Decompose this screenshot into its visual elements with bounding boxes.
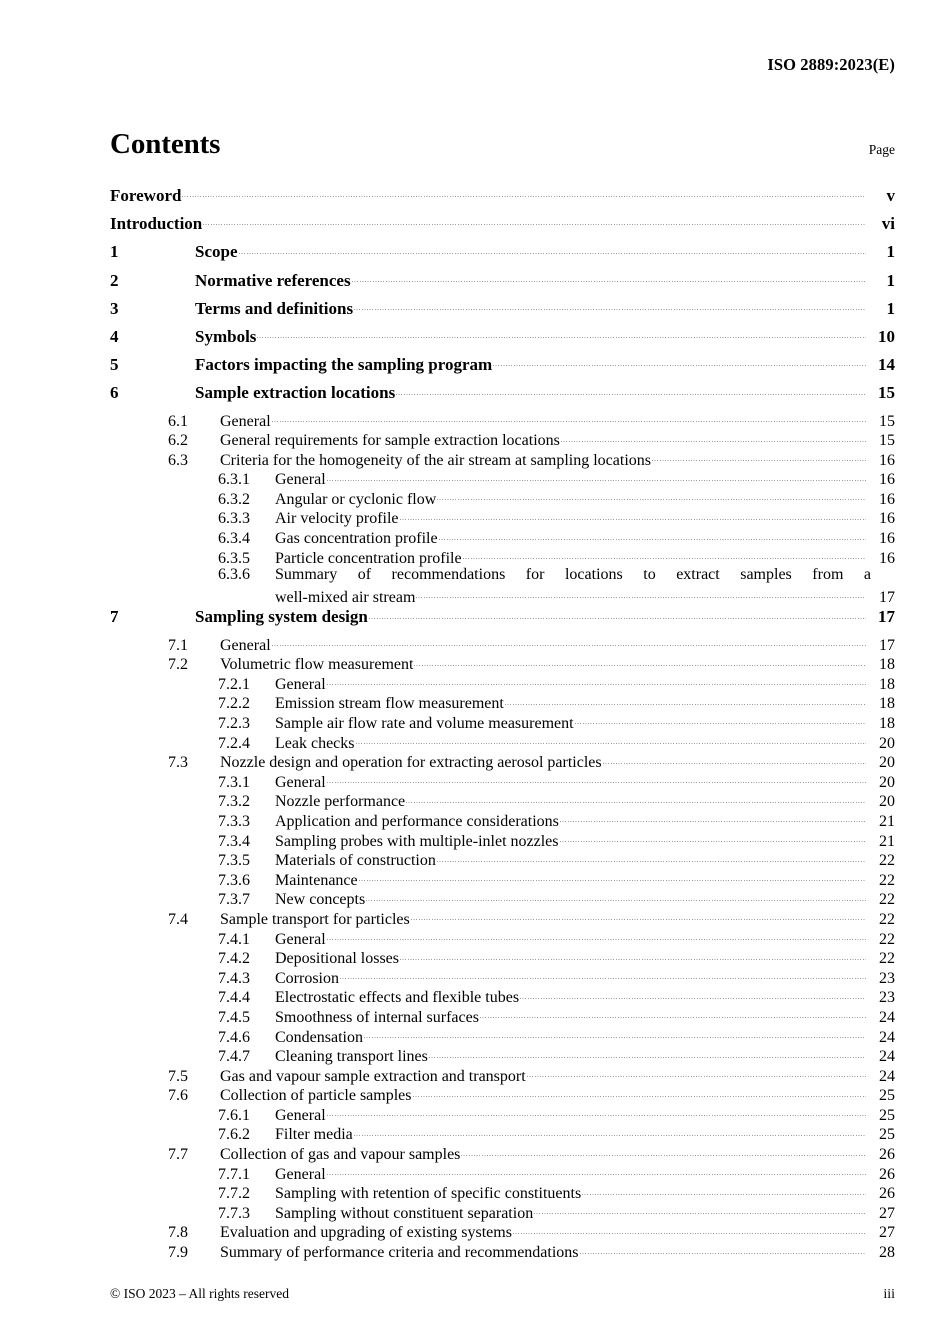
toc-entry-page-number: 17: [878, 607, 895, 627]
toc-entry-title: Collection of particle samples: [220, 1087, 412, 1105]
toc-entry-title: General: [275, 471, 326, 489]
toc-entry[interactable]: [110, 1163, 895, 1183]
toc-entry[interactable]: [110, 566, 895, 605]
toc-entry[interactable]: [110, 547, 895, 567]
toc-entry-number: 6.3.6: [218, 566, 250, 584]
toc-entry-page-number: 24: [879, 1008, 895, 1026]
dot-leader: [463, 547, 866, 563]
toc-entry-number: 6.2: [168, 432, 188, 450]
toc-entry-page-number: 17: [879, 636, 895, 654]
toc-entry-page-number: 15: [879, 432, 895, 450]
dot-leader: [396, 381, 866, 398]
toc-entry[interactable]: [110, 381, 895, 409]
dot-leader: [327, 673, 866, 689]
toc-entry[interactable]: [110, 967, 895, 987]
toc-entry-page-number: 14: [878, 355, 895, 375]
toc-entry[interactable]: [110, 269, 895, 297]
dot-leader: [400, 507, 866, 523]
toc-entry-title: Nozzle performance: [275, 793, 406, 811]
toc-entry-number: 7.5: [168, 1067, 188, 1085]
dot-leader: [257, 325, 866, 342]
toc-entry[interactable]: [110, 732, 895, 752]
toc-entry[interactable]: [110, 751, 895, 771]
toc-entry[interactable]: [110, 771, 895, 791]
toc-entry-number: 7.3.6: [218, 871, 250, 889]
dot-leader: [272, 634, 866, 650]
toc-entry-title: Emission stream flow measurement: [275, 695, 504, 713]
toc-entry-title: General: [275, 773, 326, 791]
toc-entry-title: Terms and definitions: [195, 298, 354, 318]
toc-entry-number: 6.3.1: [218, 471, 250, 489]
dot-leader: [561, 429, 866, 445]
toc-entry-page-number: 1: [886, 270, 895, 290]
dot-leader: [354, 297, 866, 314]
toc-entry-title: Gas concentration profile: [275, 530, 438, 548]
toc-entry[interactable]: [110, 830, 895, 850]
toc-entry[interactable]: [110, 810, 895, 830]
toc-entry-page-number: 25: [879, 1087, 895, 1105]
dot-leader: [534, 1202, 866, 1218]
toc-entry-title: Filter media: [275, 1126, 353, 1144]
dot-leader: [354, 1123, 866, 1139]
toc-entry-title: Normative references: [195, 270, 351, 290]
toc-entry[interactable]: [110, 1026, 895, 1046]
toc-entry-page-number: 18: [879, 715, 895, 732]
toc-entry-title: Evaluation and upgrading of existing systems: [220, 1224, 512, 1242]
toc-entry[interactable]: [110, 527, 895, 547]
toc-entry-title: General: [220, 636, 271, 654]
toc-entry[interactable]: [110, 468, 895, 488]
dot-leader: [560, 830, 866, 846]
toc-entry-number: 7.3.5: [218, 852, 250, 870]
toc-entry-title: General: [220, 412, 271, 430]
toc-entry-title: General: [275, 1106, 326, 1124]
toc-entry[interactable]: [110, 449, 895, 469]
toc-entry[interactable]: [110, 928, 895, 948]
dot-leader: [437, 849, 866, 865]
toc-entry-page-number: 27: [879, 1224, 895, 1242]
toc-entry-page-number: 22: [879, 910, 895, 928]
dot-leader: [272, 410, 866, 426]
toc-entry-number: 7.6: [168, 1087, 188, 1105]
toc-entry[interactable]: [110, 240, 895, 268]
toc-entry-page-number: 20: [879, 734, 895, 752]
toc-entry[interactable]: [110, 212, 895, 240]
dot-leader: [414, 653, 866, 669]
toc-entry-page-number: 25: [879, 1106, 895, 1124]
dot-leader: [582, 1182, 866, 1198]
toc-entry-page-number: 22: [879, 950, 895, 968]
dot-leader: [439, 527, 866, 543]
table-of-contents: [110, 184, 895, 1261]
toc-entry[interactable]: [110, 184, 895, 212]
toc-entry-number: 5: [110, 355, 119, 375]
toc-entry-title: New concepts: [275, 891, 366, 909]
dot-leader: [527, 1065, 866, 1081]
dot-leader: [505, 692, 866, 708]
dot-leader: [437, 488, 866, 504]
toc-entry-number: 7.4.6: [218, 1028, 250, 1046]
contents-header-row: [110, 130, 895, 159]
toc-entry-title: Particle concentration profile: [275, 549, 462, 567]
toc-entry-page-number: 21: [879, 812, 895, 830]
toc-entry[interactable]: [110, 908, 895, 928]
toc-entry-page-number: 20: [879, 754, 895, 772]
toc-entry-title: Air velocity profile: [275, 510, 399, 528]
toc-entry[interactable]: [110, 1202, 895, 1222]
toc-entry-title: Sampling system design: [195, 607, 368, 627]
dot-leader: [327, 928, 866, 944]
toc-entry[interactable]: [110, 1182, 895, 1202]
toc-entry-number: 7.3.2: [218, 793, 250, 811]
toc-entry[interactable]: [110, 712, 895, 732]
toc-entry[interactable]: [110, 634, 895, 654]
dot-leader: [480, 1006, 866, 1022]
toc-entry-number: 7.8: [168, 1224, 188, 1242]
toc-entry-title: Gas and vapour sample extraction and transport: [220, 1067, 526, 1085]
toc-entry-title: Maintenance: [275, 871, 358, 889]
toc-entry-number: 7.2.4: [218, 734, 250, 752]
toc-entry-number: 7.7.2: [218, 1185, 250, 1203]
toc-entry-title: Sampling without constituent separation: [275, 1204, 534, 1222]
dot-leader: [603, 751, 866, 767]
dot-leader: [429, 1045, 866, 1061]
toc-entry-page-number: 26: [879, 1185, 895, 1203]
toc-entry-title: Collection of gas and vapour samples: [220, 1146, 461, 1164]
dot-leader: [327, 468, 866, 484]
toc-entry[interactable]: [110, 429, 895, 449]
dot-leader: [327, 1104, 866, 1120]
toc-entry[interactable]: [110, 1241, 895, 1261]
toc-entry[interactable]: [110, 692, 895, 712]
toc-entry-number: 7.3.7: [218, 891, 250, 909]
toc-entry-title-continuation: well-mixed air stream: [275, 588, 416, 606]
dot-leader: [327, 771, 866, 787]
toc-entry-page-number: 21: [879, 832, 895, 850]
toc-entry-number: 7.4.2: [218, 950, 250, 968]
toc-entry[interactable]: [110, 507, 895, 527]
toc-entry-page-number: 22: [879, 930, 895, 948]
toc-entry[interactable]: [110, 605, 895, 633]
dot-leader: [416, 586, 866, 602]
page-footer: [110, 1286, 895, 1303]
page-column-label: Page: [868, 141, 895, 157]
toc-entry[interactable]: [110, 297, 895, 325]
toc-entry-page-number: 17: [879, 588, 895, 606]
toc-entry-number: 6.3.5: [218, 549, 250, 567]
toc-entry[interactable]: [110, 653, 895, 673]
toc-entry-number: 7.1: [168, 636, 188, 654]
toc-entry[interactable]: [110, 869, 895, 889]
toc-entry-title: Leak checks: [275, 734, 355, 752]
toc-entry-number: 7.6.1: [218, 1106, 250, 1124]
toc-entry-page-number: 26: [879, 1165, 895, 1183]
toc-entry-title: Scope: [195, 242, 238, 262]
dot-leader: [356, 732, 866, 748]
dot-leader: [369, 605, 866, 622]
toc-entry-page-number: 1: [886, 298, 895, 318]
toc-entry-number: 6.3.2: [218, 490, 250, 508]
toc-entry-number: 7: [110, 607, 119, 627]
toc-entry-title: Sample air flow rate and volume measurement: [275, 715, 574, 732]
toc-entry-page-number: 18: [879, 656, 895, 674]
toc-entry[interactable]: [110, 488, 895, 508]
toc-entry[interactable]: [110, 888, 895, 908]
toc-entry-page-number: 16: [879, 451, 895, 469]
dot-leader: [366, 888, 866, 904]
toc-entry-number: 6.3.4: [218, 530, 250, 548]
toc-entry[interactable]: [110, 1065, 895, 1085]
toc-entry-number: 7.4.3: [218, 969, 250, 987]
dot-leader: [239, 240, 867, 257]
toc-entry-number-continuation: [218, 589, 275, 607]
toc-entry-number: 7.4: [168, 910, 188, 928]
toc-entry[interactable]: [110, 849, 895, 869]
toc-entry-number: 7.7.3: [218, 1204, 250, 1222]
toc-entry-page-number: 18: [879, 695, 895, 713]
toc-entry[interactable]: [110, 1104, 895, 1124]
dot-leader: [513, 1221, 866, 1237]
toc-entry-page-number: 16: [879, 530, 895, 548]
toc-entry-number: 7.9: [168, 1244, 188, 1262]
dot-leader: [359, 869, 866, 885]
toc-entry-number: 6.1: [168, 412, 188, 430]
toc-entry-number: 3: [110, 298, 119, 318]
toc-entry-page-number: 22: [879, 871, 895, 889]
dot-leader: [520, 986, 866, 1002]
toc-entry-title: Corrosion: [275, 969, 339, 987]
toc-entry[interactable]: [110, 986, 895, 1006]
dot-leader: [327, 1163, 866, 1179]
toc-entry-number: 7.2: [168, 656, 188, 674]
dot-leader: [413, 1084, 867, 1100]
toc-entry-page-number: 22: [879, 891, 895, 909]
page-folio: iii: [883, 1287, 895, 1302]
dot-leader: [560, 810, 866, 826]
toc-entry-title: Introduction: [110, 214, 203, 234]
toc-entry-number: 7.4.1: [218, 930, 250, 948]
toc-entry-title: Factors impacting the sampling program: [195, 355, 493, 375]
toc-entry-page-number: 24: [879, 1048, 895, 1066]
dot-leader: [580, 1241, 866, 1257]
toc-entry-page-number: 16: [879, 549, 895, 567]
toc-entry-title: Depositional losses: [275, 950, 399, 968]
toc-entry-number: 7.7.1: [218, 1165, 250, 1183]
dot-leader: [575, 712, 866, 728]
toc-entry[interactable]: [110, 1143, 895, 1163]
dot-leader: [340, 967, 866, 983]
dot-leader: [364, 1026, 866, 1042]
toc-entry-title: Electrostatic effects and flexible tubes: [275, 989, 520, 1007]
toc-entry-number: 7.3.3: [218, 812, 250, 830]
toc-entry-page-number: 16: [879, 490, 895, 508]
toc-entry-title: Angular or cyclonic flow: [275, 490, 437, 508]
toc-entry[interactable]: [110, 325, 895, 353]
toc-entry-title: Cleaning transport lines: [275, 1048, 428, 1066]
toc-entry-number: 7.3.4: [218, 832, 250, 850]
toc-entry-title: Criteria for the homogeneity of the air stream at sampling locations: [220, 451, 651, 469]
page-title: Contents: [110, 128, 221, 160]
toc-entry-number: 6: [110, 383, 119, 403]
toc-entry-page-number: 23: [879, 989, 895, 1007]
toc-entry-page-number: 15: [878, 383, 895, 403]
toc-entry-page-number: 16: [879, 471, 895, 489]
toc-entry-number: 6.3: [168, 451, 188, 469]
toc-entry-page-number: 10: [878, 326, 895, 346]
toc-entry-title: Application and performance considerations: [275, 812, 559, 830]
dot-leader: [461, 1143, 866, 1159]
toc-entry[interactable]: [110, 1006, 895, 1026]
toc-entry-title: Summary of recommendations for locations to extract samples from a: [275, 566, 871, 584]
toc-entry-page-number: 25: [879, 1126, 895, 1144]
toc-entry-page-number: 27: [879, 1204, 895, 1222]
toc-entry[interactable]: [110, 1045, 895, 1065]
toc-entry-page-number: 28: [879, 1244, 895, 1262]
toc-entry-number: 7.4.7: [218, 1048, 250, 1066]
dot-leader: [411, 908, 866, 924]
toc-entry-page-number: 16: [879, 510, 895, 528]
toc-entry-page-number: 26: [879, 1146, 895, 1164]
toc-entry-title: Smoothness of internal surfaces: [275, 1008, 479, 1026]
toc-entry-title: Volumetric flow measurement: [220, 656, 414, 674]
toc-entry-number: 7.4.5: [218, 1008, 250, 1026]
toc-entry-number: 7.2.2: [218, 695, 250, 713]
toc-entry-number: 1: [110, 242, 119, 262]
toc-entry-page-number: 18: [879, 675, 895, 693]
toc-entry-title: General requirements for sample extraction locations: [220, 432, 560, 450]
toc-entry-number: 2: [110, 270, 119, 290]
toc-entry-title: General: [275, 930, 326, 948]
toc-entry-title: Summary of performance criteria and recommendations: [220, 1244, 579, 1262]
dot-leader: [400, 947, 866, 963]
toc-entry-title: Sampling with retention of specific constituents: [275, 1185, 582, 1203]
toc-entry-number: 4: [110, 326, 119, 346]
toc-entry-number: 7.3.1: [218, 773, 250, 791]
toc-entry[interactable]: [110, 673, 895, 693]
copyright-notice: © ISO 2023 – All rights reserved: [110, 1286, 289, 1301]
dot-leader: [182, 184, 866, 201]
toc-entry[interactable]: [110, 410, 895, 430]
toc-entry-page-number: vi: [881, 214, 895, 234]
toc-entry[interactable]: [110, 790, 895, 810]
toc-entry-title: Materials of construction: [275, 852, 436, 870]
dot-leader: [203, 212, 866, 229]
toc-entry[interactable]: [110, 947, 895, 967]
toc-entry[interactable]: [110, 1221, 895, 1241]
toc-entry[interactable]: [110, 1123, 895, 1143]
toc-entry-page-number: 23: [879, 969, 895, 987]
toc-entry-page-number: 1: [886, 242, 895, 262]
toc-entry-number: 7.6.2: [218, 1126, 250, 1144]
toc-entry-page-number: 24: [879, 1028, 895, 1046]
toc-entry[interactable]: [110, 353, 895, 381]
toc-entry-number: 6.3.3: [218, 510, 250, 528]
toc-entry-title: General: [275, 1165, 326, 1183]
dot-leader: [652, 449, 866, 465]
toc-entry[interactable]: [110, 1084, 895, 1104]
dot-leader: [493, 353, 866, 370]
running-header-standard-ref: ISO 2889:2023(E): [767, 55, 895, 74]
toc-entry-title: Nozzle design and operation for extracting aerosol particles: [220, 754, 602, 772]
toc-entry-page-number: 20: [879, 773, 895, 791]
toc-entry-title: Sampling probes with multiple-inlet nozzles: [275, 832, 559, 850]
toc-entry-number: 7.7: [168, 1146, 188, 1164]
toc-entry-page-number: 20: [879, 793, 895, 811]
toc-entry-title: Sample extraction locations: [195, 383, 396, 403]
dot-leader: [352, 269, 866, 286]
toc-entry-title: Sample transport for particles: [220, 910, 410, 928]
toc-entry-number: 7.2.3: [218, 715, 250, 732]
toc-entry-page-number: 15: [879, 412, 895, 430]
toc-entry-page-number: 22: [879, 852, 895, 870]
toc-entry-title: Foreword: [110, 186, 182, 205]
toc-entry-number: 7.2.1: [218, 675, 250, 693]
toc-entry-number: 7.4.4: [218, 989, 250, 1007]
toc-entry-page-number: 24: [879, 1067, 895, 1085]
toc-entry-title: Condensation: [275, 1028, 363, 1046]
toc-entry-page-number: v: [886, 186, 895, 205]
dot-leader: [406, 790, 866, 806]
toc-entry-title: Symbols: [195, 326, 257, 346]
toc-entry-title: General: [275, 675, 326, 693]
toc-entry-number: 7.3: [168, 754, 188, 772]
